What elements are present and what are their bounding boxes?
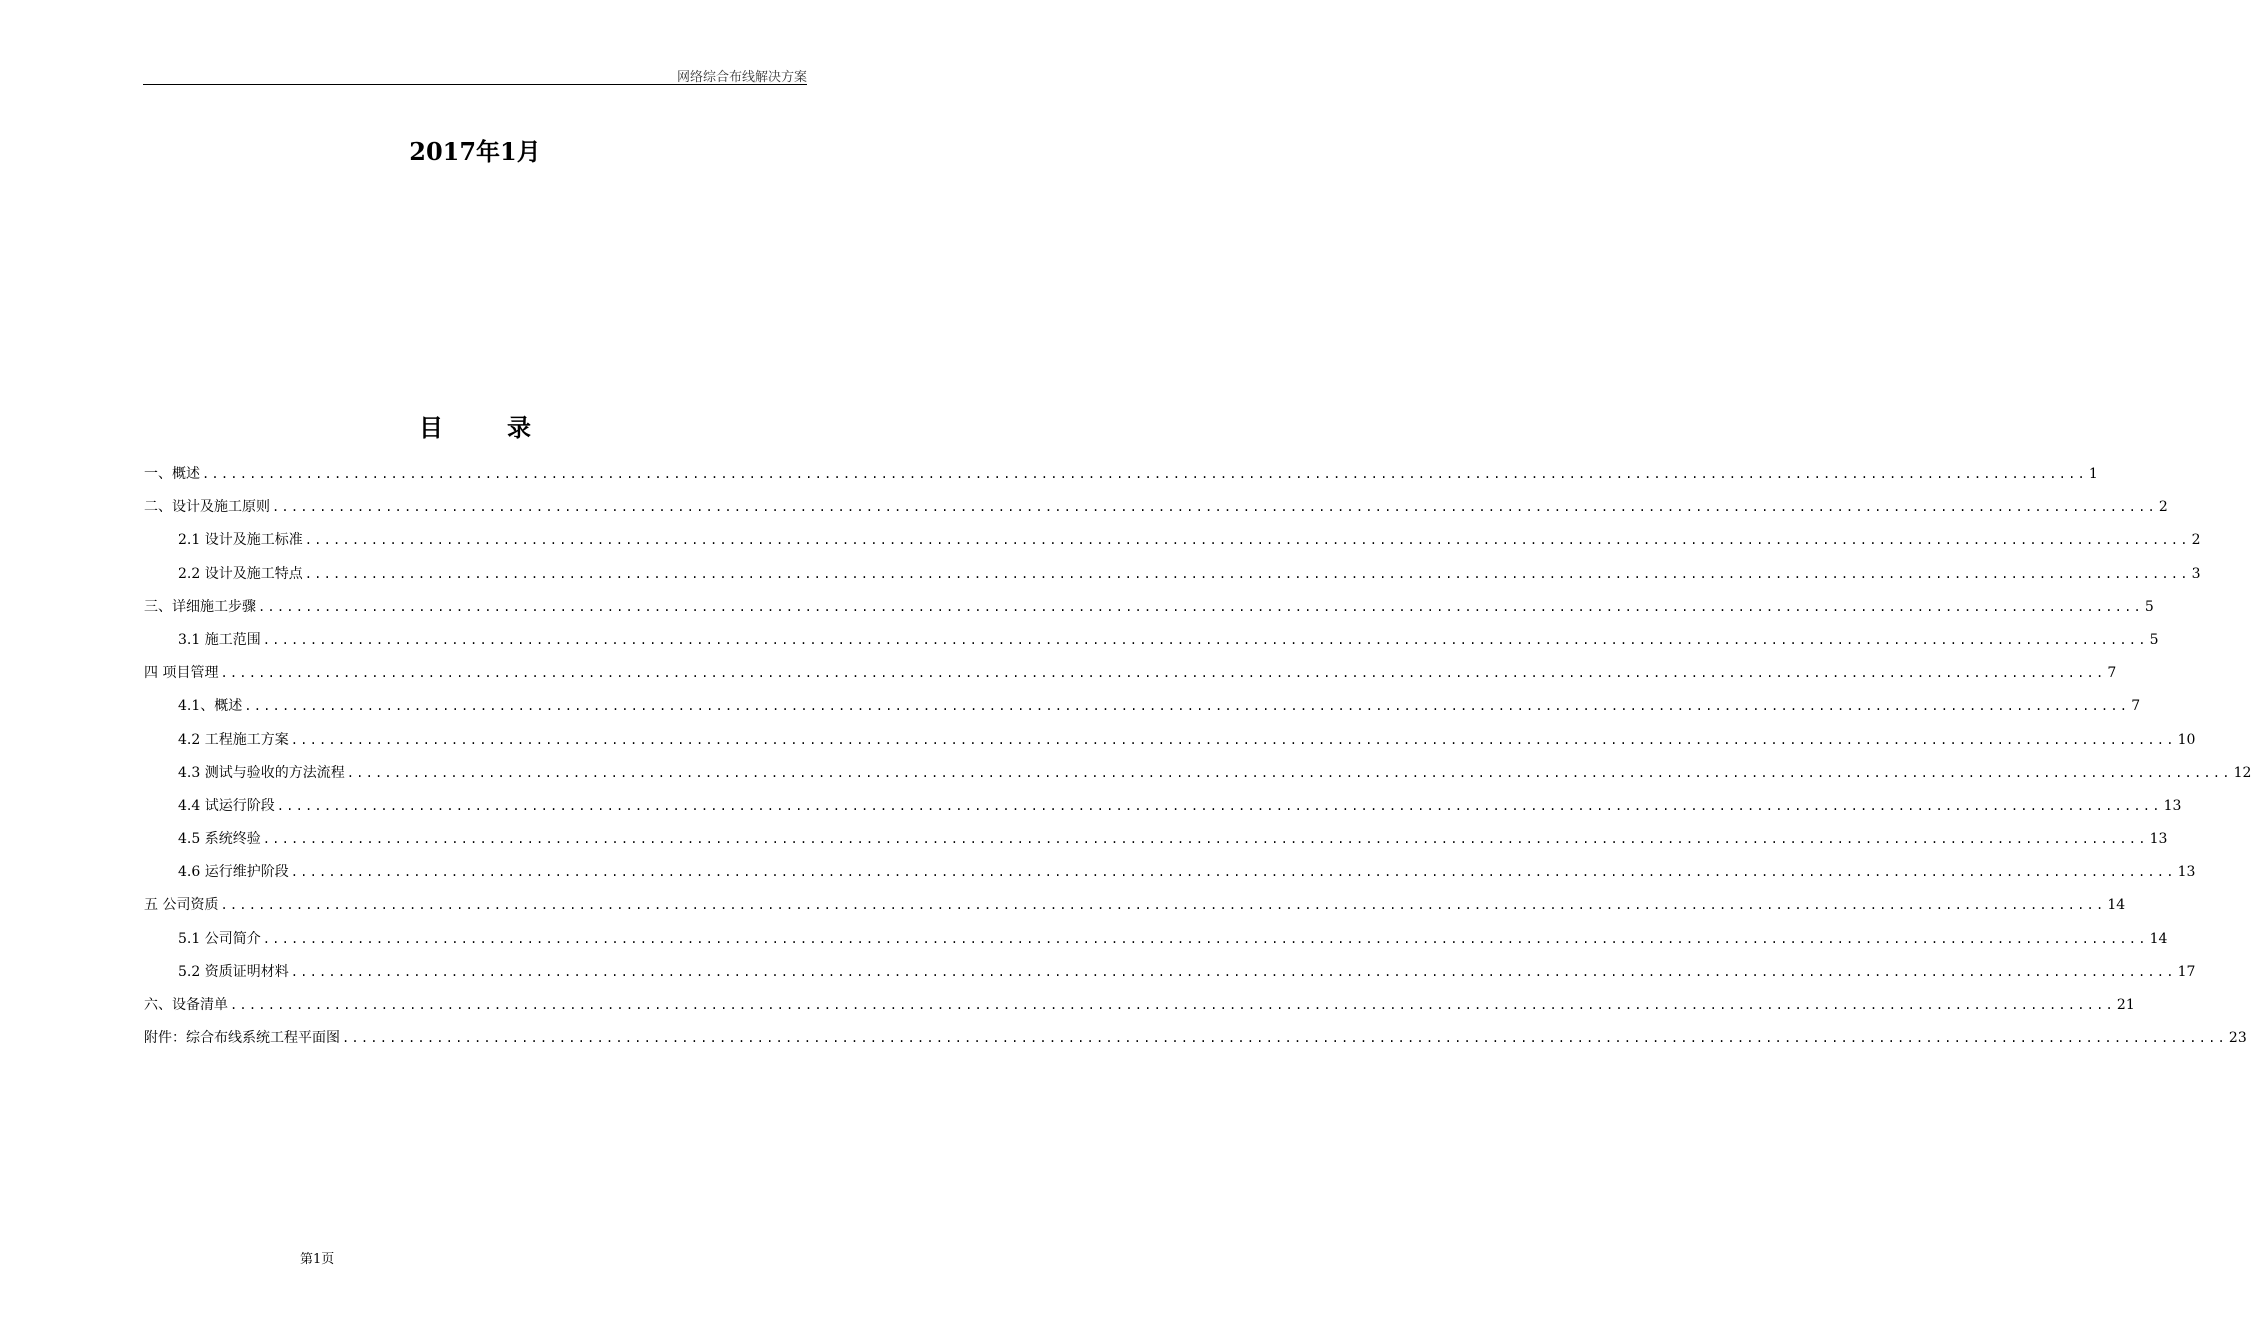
toc-dot-leader: ........................................................................................................................................................................................................	[262, 832, 2148, 847]
toc-entry-label: 4.4 试运行阶段	[178, 797, 275, 814]
toc-entry[interactable]	[144, 958, 2196, 991]
toc-entry-label: 3.1 施工范围	[178, 631, 261, 648]
running-header: 网络综合布线解决方案	[676, 70, 807, 85]
toc-entry[interactable]	[144, 925, 2168, 958]
toc-entry-page: 5	[2149, 631, 2159, 648]
toc-entry[interactable]	[144, 692, 2141, 725]
toc-dot-leader: ........................................................................................................................................................................................................	[304, 533, 2190, 548]
toc-entry[interactable]	[144, 493, 2168, 526]
page-number: 第1页	[300, 1252, 335, 1267]
toc-dot-leader: ........................................................................................................................................................................................................	[272, 500, 2157, 515]
toc-dot-leader: ........................................................................................................................................................................................................	[220, 666, 2106, 681]
toc-title: 目 录	[419, 413, 551, 442]
toc-dot-leader: ........................................................................................................................................................................................................	[230, 998, 2115, 1012]
toc-entry-label: 一、概述	[144, 466, 200, 482]
toc-dot-leader: ........................................................................................................................................................................................................	[220, 898, 2106, 913]
table-of-contents	[144, 460, 2251, 1057]
toc-entry-page: 23	[2228, 1030, 2247, 1047]
toc-entry[interactable]	[144, 991, 2135, 1024]
toc-entry[interactable]	[144, 626, 2159, 659]
toc-entry-label: 4.5 系统终验	[178, 831, 261, 848]
toc-dot-leader: ........................................................................................................................................................................................................	[290, 964, 2176, 979]
toc-entry-label: 三、详细施工步骤	[144, 598, 256, 615]
toc-entry[interactable]	[144, 759, 2251, 792]
toc-entry-page: 5	[2144, 598, 2154, 615]
toc-entry-page: 7	[2107, 665, 2117, 682]
toc-entry-label: 5.1 公司简介	[178, 930, 261, 947]
header-rule	[143, 84, 807, 85]
toc-entry[interactable]	[144, 659, 2117, 692]
toc-entry-page: 14	[2107, 897, 2126, 914]
toc-dot-leader: ........................................................................................................................................................................................................	[276, 798, 2162, 813]
toc-entry-label: 4.6 运行维护阶段	[178, 864, 289, 881]
toc-entry-label: 5.2 资质证明材料	[178, 963, 289, 980]
toc-entry[interactable]	[144, 726, 2196, 759]
toc-entry-label: 4.2 工程施工方案	[178, 731, 289, 748]
toc-entry-label: 2.2 设计及施工特点	[178, 565, 303, 582]
toc-entry-page: 7	[2131, 698, 2141, 715]
toc-entry-page: 10	[2177, 731, 2196, 748]
toc-entry[interactable]	[144, 858, 2196, 891]
toc-entry-page: 21	[2116, 997, 2135, 1013]
toc-entry-page: 13	[2149, 831, 2168, 848]
toc-entry[interactable]	[144, 792, 2182, 825]
toc-entry[interactable]	[144, 1024, 2247, 1057]
toc-dot-leader: ........................................................................................................................................................................................................	[290, 732, 2176, 747]
toc-entry-label: 4.1、概述	[178, 698, 243, 715]
toc-dot-leader: ........................................................................................................................................................................................................	[346, 765, 2232, 780]
toc-entry-label: 2.1 设计及施工标准	[178, 532, 303, 549]
toc-entry-page: 14	[2149, 930, 2168, 947]
toc-entry-page: 17	[2177, 963, 2196, 980]
toc-entry[interactable]	[144, 825, 2168, 858]
toc-dot-leader: ........................................................................................................................................................................................................	[342, 1031, 2227, 1046]
toc-entry[interactable]	[144, 460, 2098, 493]
toc-dot-leader: ........................................................................................................................................................................................................	[262, 931, 2148, 946]
toc-entry-label: 二、设计及施工原则	[144, 499, 270, 516]
toc-entry-page: 12	[2233, 764, 2251, 781]
toc-dot-leader: ........................................................................................................................................................................................................	[244, 699, 2130, 714]
toc-entry-page: 3	[2191, 565, 2201, 582]
toc-entry[interactable]	[144, 560, 2201, 593]
toc-dot-leader: ........................................................................................................................................................................................................	[202, 467, 2087, 481]
toc-entry-label: 五 公司资质	[144, 897, 219, 914]
toc-entry-label: 4.3 测试与验收的方法流程	[178, 764, 345, 781]
toc-dot-leader: ........................................................................................................................................................................................................	[262, 632, 2148, 647]
toc-dot-leader: ........................................................................................................................................................................................................	[290, 865, 2176, 880]
toc-entry[interactable]	[144, 891, 2126, 924]
toc-entry-page: 13	[2177, 864, 2196, 881]
toc-entry-label: 四 项目管理	[144, 665, 219, 682]
toc-dot-leader: ........................................................................................................................................................................................................	[258, 599, 2143, 614]
toc-entry-page: 2	[2191, 532, 2201, 549]
toc-entry-page: 1	[2088, 466, 2098, 482]
toc-entry[interactable]	[144, 593, 2154, 626]
toc-entry-page: 2	[2158, 499, 2168, 516]
toc-entry-label: 附件：综合布线系统工程平面图	[144, 1030, 340, 1047]
toc-entry[interactable]	[144, 526, 2201, 559]
toc-dot-leader: ........................................................................................................................................................................................................	[304, 566, 2190, 581]
cover-date: 2017年1月	[409, 137, 541, 166]
toc-entry-page: 13	[2163, 797, 2182, 814]
toc-entry-label: 六、设备清单	[144, 997, 228, 1013]
